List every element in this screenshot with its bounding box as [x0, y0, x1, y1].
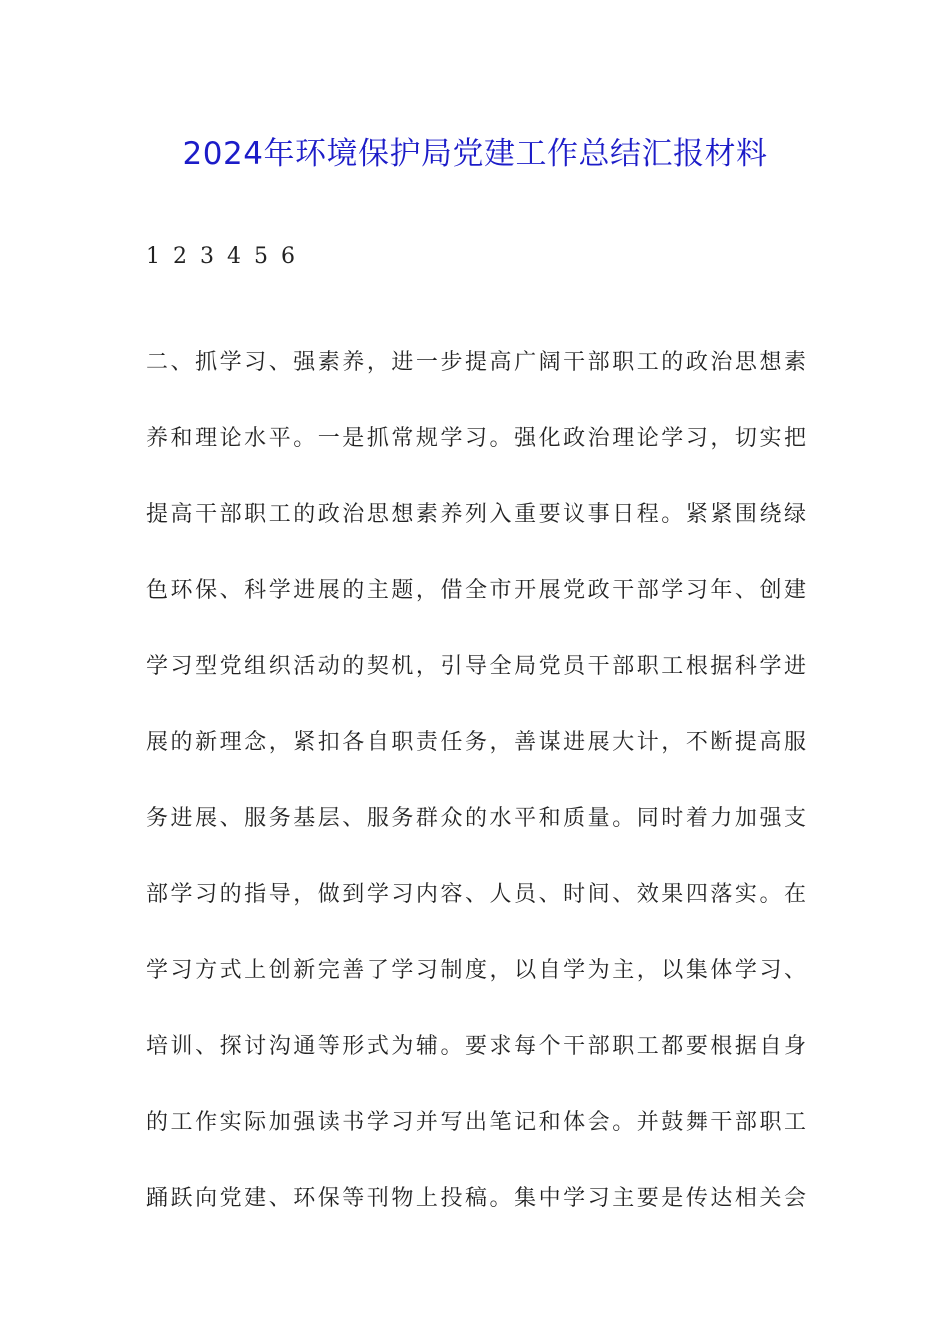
body-line-2: 养和理论水平。一是抓常规学习。强化政治理论学习，切实把 [146, 426, 806, 451]
body-line-5: 学习型党组织活动的契机，引导全局党员干部职工根据科学进 [146, 654, 806, 679]
body-line-7: 务进展、服务基层、服务群众的水平和质量。同时着力加强支 [146, 806, 806, 831]
body-line-12: 踊跃向党建、环保等刊物上投稿。集中学习主要是传达相关会 [146, 1186, 806, 1211]
body-line-1: 二、抓学习、强素养，进一步提高广阔干部职工的政治思想素 [146, 350, 806, 375]
body-line-6: 展的新理念，紧扣各自职责任务，善谋进展大计，不断提高服 [146, 730, 806, 755]
body-line-3: 提高干部职工的政治思想素养列入重要议事日程。紧紧围绕绿 [146, 502, 806, 527]
body-line-9: 学习方式上创新完善了学习制度，以自学为主，以集体学习、 [146, 958, 806, 983]
body-line-11: 的工作实际加强读书学习并写出笔记和体会。并鼓舞干部职工 [146, 1110, 806, 1135]
body-line-10: 培训、探讨沟通等形式为辅。要求每个干部职工都要根据自身 [146, 1034, 806, 1059]
body-line-4: 色环保、科学进展的主题，借全市开展党政干部学习年、创建 [146, 578, 806, 603]
body-line-8: 部学习的指导，做到学习内容、人员、时间、效果四落实。在 [146, 882, 806, 907]
document-title: 2024年环境保护局党建工作总结汇报材料 [182, 136, 768, 172]
toc-numbers: 1 2 3 4 5 6 [146, 244, 295, 269]
